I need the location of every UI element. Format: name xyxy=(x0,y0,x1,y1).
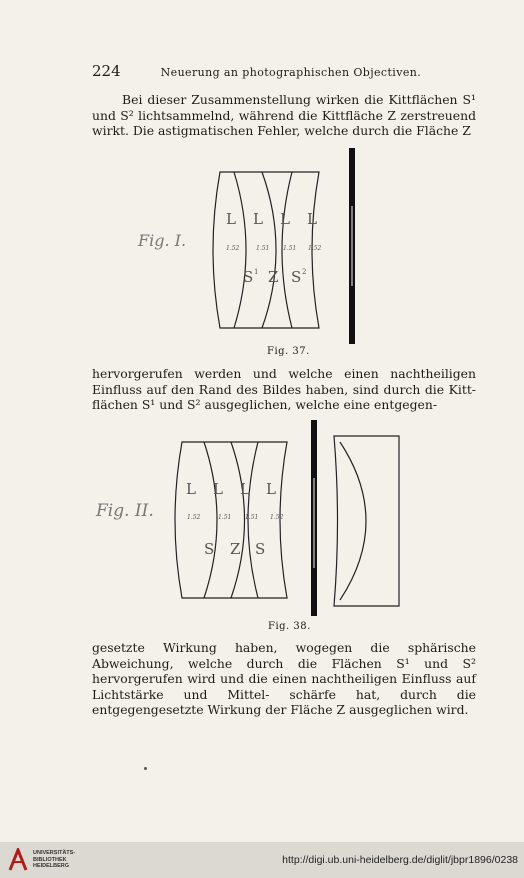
lens-label-4: L xyxy=(266,480,276,498)
index-label-1: 1.52 xyxy=(226,245,240,252)
figure-37-drawing xyxy=(130,146,370,344)
library-logo[interactable] xyxy=(8,848,75,872)
running-title: Neuerung an photographischen Objectiven. xyxy=(160,66,422,79)
index-label-3: 1.51 xyxy=(245,514,259,521)
heidelberg-logo-icon xyxy=(8,848,28,872)
ink-speck xyxy=(144,767,147,770)
index-label-4: 1.52 xyxy=(270,514,284,521)
surface-label-s1-sup: 1 xyxy=(254,268,259,276)
lens-label-2: L xyxy=(213,480,223,498)
handwritten-label-fig-1: Fig. I. xyxy=(138,231,187,250)
permalink[interactable]: http://digi.ub.uni-heidelberg.de/diglit/jbpr1896/0238 xyxy=(282,854,518,866)
logo-text xyxy=(33,850,75,870)
logo-line-1: UNIVERSITÄTS- xyxy=(33,850,76,857)
figure-37 xyxy=(130,146,370,344)
index-label-2: 1.51 xyxy=(256,245,270,252)
paragraph-2: hervorgerufen werden und welche einen nachtheiligen Einfluss auf den Rand des Bildes haben, sind durch die Kitt- flächen S¹ und S² ausgeglichen, welche eine entgegen- xyxy=(92,366,476,413)
handwritten-label-fig-2: Fig. II. xyxy=(96,501,154,521)
logo-line-3: HEIDELBERG xyxy=(33,863,70,870)
paragraph-3: gesetzte Wirkung haben, wogegen die sphärische Abweichung, welche durch die Flächen S¹ und S² hervorgerufen wird und die einen nachtheiligen Einfluss auf Lichtstärke und Mittel- schärfe hat, durch die entgegengesetzte Wirkung der Fläche Z ausgeglichen wird. xyxy=(92,640,476,718)
lens-label-3: L xyxy=(240,480,250,498)
footer-bar xyxy=(0,842,524,878)
lens-label-1: L xyxy=(226,210,236,228)
index-label-4: 1.52 xyxy=(308,245,322,252)
page-header xyxy=(92,62,475,80)
caption-fig-37: Fig. 37. xyxy=(267,346,310,357)
lens-label-1: L xyxy=(186,480,196,498)
figure-38-drawing xyxy=(90,418,410,620)
surface-label-s1: S xyxy=(243,268,254,286)
figure-38 xyxy=(90,418,410,620)
index-label-1: 1.52 xyxy=(187,514,201,521)
caption-fig-38: Fig. 38. xyxy=(268,621,311,632)
index-label-2: 1.51 xyxy=(218,514,232,521)
lens-label-3: L xyxy=(280,210,290,228)
paragraph-1: Bei dieser Zusammenstellung wirken die Kittflächen S¹ und S² lichtsammelnd, während die Kittfläche Z zerstreuend wirkt. Die astigmatischen Fehler, welche durch die Fläche Z xyxy=(92,92,476,139)
index-label-3: 1.51 xyxy=(283,245,297,252)
surface-label-z: Z xyxy=(230,540,241,558)
page-number: 224 xyxy=(92,62,121,80)
surface-label-s2: S xyxy=(291,268,302,286)
surface-label-s2-sup: 2 xyxy=(302,268,307,276)
logo-line-2: BIBLIOTHEK xyxy=(33,856,67,863)
lens-label-4: L xyxy=(307,210,317,228)
lens-label-2: L xyxy=(253,210,263,228)
surface-label-s1: S xyxy=(204,540,215,558)
surface-label-z: Z xyxy=(268,268,279,286)
surface-label-s2: S xyxy=(255,540,266,558)
